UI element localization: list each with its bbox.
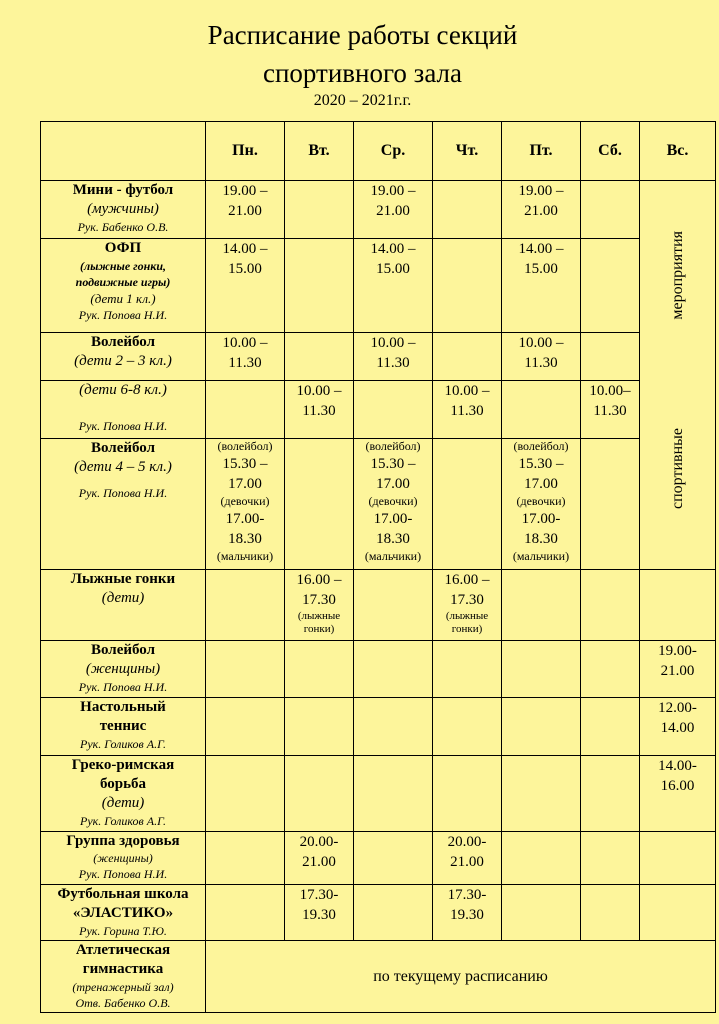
- time-text: 21.00: [228, 203, 262, 219]
- time-cell: [285, 570, 354, 641]
- time-cell: [285, 832, 354, 885]
- empty-cell: [581, 570, 640, 641]
- section-name: Лыжные гонки: [70, 571, 176, 587]
- time-text: 11.30: [228, 355, 262, 371]
- empty-cell: [640, 570, 716, 641]
- empty-cell: [285, 181, 354, 239]
- table-row: [41, 381, 716, 439]
- empty-cell: [285, 698, 354, 756]
- section-sub: (тренажерный зал): [72, 980, 174, 994]
- time-text: 10.00 –: [222, 335, 268, 351]
- empty-cell: [502, 832, 581, 885]
- time-text: 15.00: [524, 261, 558, 277]
- section-cell: [41, 756, 206, 832]
- time-text: 14.00-: [658, 758, 697, 774]
- section-sub: (женщины): [93, 851, 153, 865]
- empty-cell: [581, 756, 640, 832]
- time-cell: [433, 832, 502, 885]
- time-cell: [354, 333, 433, 381]
- section-name: Волейбол: [90, 642, 156, 658]
- section-sub: (дети): [101, 795, 145, 811]
- empty-cell: [581, 885, 640, 941]
- time-text: 18.30: [524, 531, 558, 547]
- section-name: Настольный: [80, 699, 166, 715]
- section-leader: Рук. Голиков А.Г.: [79, 814, 167, 828]
- section-name: «ЭЛАСТИКО»: [72, 905, 174, 921]
- section-sub: (мужчины): [87, 201, 159, 217]
- empty-cell: [502, 756, 581, 832]
- time-text: 19.00 –: [518, 183, 564, 199]
- section-sub: (дети 4 – 5 кл.): [74, 459, 172, 475]
- time-text: 17.00-: [521, 511, 561, 527]
- header-wed: Ср.: [354, 122, 433, 181]
- empty-cell: [354, 381, 433, 439]
- time-note: (мальчики): [512, 549, 570, 563]
- schedule-table: [40, 121, 716, 1013]
- section-sub: (дети 2 – 3 кл.): [74, 353, 172, 369]
- time-note: гонки): [303, 623, 335, 635]
- empty-cell: [206, 832, 285, 885]
- section-name: Волейбол: [90, 334, 156, 350]
- section-cell: [41, 885, 206, 941]
- section-cell: [41, 333, 206, 381]
- time-text: 15.30 –: [518, 456, 564, 472]
- time-text: 17.00: [524, 476, 558, 492]
- time-cell: [354, 181, 433, 239]
- time-text: 19.30: [450, 907, 484, 923]
- empty-cell: [206, 698, 285, 756]
- table-row: [41, 439, 716, 570]
- time-cell: [433, 381, 502, 439]
- time-text: 19.00 –: [370, 183, 416, 199]
- header-sat: Сб.: [581, 122, 640, 181]
- time-text: 20.00-: [299, 834, 339, 850]
- section-name: Футбольная школа: [57, 886, 189, 902]
- section-cell: [41, 381, 206, 439]
- empty-cell: [640, 832, 716, 885]
- section-name: Греко-римская: [71, 757, 175, 773]
- time-text: 17.30-: [447, 887, 487, 903]
- section-leader: Отв. Бабенко О.В.: [75, 996, 171, 1010]
- time-text: 16.00 –: [444, 572, 490, 588]
- empty-cell: [581, 181, 640, 239]
- empty-cell: [354, 832, 433, 885]
- table-row: [41, 333, 716, 381]
- time-text: 15.00: [228, 261, 262, 277]
- empty-cell: [354, 641, 433, 698]
- time-text: 15.30 –: [370, 456, 416, 472]
- empty-cell: [433, 181, 502, 239]
- time-cell: [285, 885, 354, 941]
- header-row: [41, 122, 716, 181]
- empty-cell: [581, 333, 640, 381]
- section-cell: [41, 832, 206, 885]
- empty-cell: [502, 698, 581, 756]
- empty-cell: [354, 698, 433, 756]
- section-name: Атлетическая: [75, 942, 171, 958]
- section-sub: (дети 1 кл.): [90, 291, 156, 306]
- time-cell: [206, 333, 285, 381]
- empty-cell: [354, 885, 433, 941]
- time-text: 10.00–: [589, 383, 631, 399]
- table-row: [41, 181, 716, 239]
- empty-cell: [502, 570, 581, 641]
- empty-cell: [502, 885, 581, 941]
- section-leader: Рук. Попова Н.И.: [78, 419, 168, 433]
- table-row: [41, 756, 716, 832]
- time-text: 10.00 –: [518, 335, 564, 351]
- section-name: теннис: [99, 718, 147, 734]
- time-text: 14.00: [660, 720, 695, 736]
- time-text: 21.00: [450, 854, 484, 870]
- section-leader: Рук. Попова Н.И.: [78, 680, 168, 694]
- empty-cell: [285, 641, 354, 698]
- time-cell: [433, 570, 502, 641]
- section-cell: [41, 698, 206, 756]
- time-text: 19.00 –: [222, 183, 268, 199]
- time-text: 11.30: [450, 403, 484, 419]
- section-cell: [41, 941, 206, 1013]
- time-cell: [640, 698, 716, 756]
- time-cell: [581, 381, 640, 439]
- empty-cell: [502, 641, 581, 698]
- time-note: (мальчики): [216, 549, 274, 563]
- section-sub: (женщины): [85, 661, 161, 677]
- header-tue: Вт.: [285, 122, 354, 181]
- time-cell: [354, 439, 433, 570]
- time-note: (девочки): [368, 494, 418, 508]
- time-cell: [285, 381, 354, 439]
- time-cell: [502, 439, 581, 570]
- page-title-line1: Расписание работы секций: [207, 20, 518, 50]
- time-text: 15.00: [376, 261, 410, 277]
- empty-cell: [354, 756, 433, 832]
- empty-cell: [433, 698, 502, 756]
- header-corner: [41, 122, 206, 181]
- section-leader: Рук. Попова Н.И.: [78, 486, 168, 500]
- merged-schedule-cell: по текущему расписанию: [206, 941, 716, 1013]
- table-row: [41, 641, 716, 698]
- table-row: [41, 941, 716, 1013]
- time-text: 17.30: [302, 592, 336, 608]
- time-text: 18.30: [376, 531, 410, 547]
- empty-cell: [433, 439, 502, 570]
- header-mon: Пн.: [206, 122, 285, 181]
- section-cell: [41, 570, 206, 641]
- time-text: 10.00 –: [370, 335, 416, 351]
- time-cell: [640, 641, 716, 698]
- empty-cell: [433, 641, 502, 698]
- empty-cell: [206, 641, 285, 698]
- empty-cell: [285, 756, 354, 832]
- time-text: 10.00 –: [296, 383, 342, 399]
- section-leader: Рук. Бабенко О.В.: [77, 220, 169, 234]
- empty-cell: [354, 570, 433, 641]
- section-cell: [41, 439, 206, 570]
- empty-cell: [206, 885, 285, 941]
- empty-cell: [285, 333, 354, 381]
- sunday-merged-cell: [640, 181, 716, 570]
- time-text: 11.30: [593, 403, 627, 419]
- header-thu: Чт.: [433, 122, 502, 181]
- empty-cell: [581, 439, 640, 570]
- header-fri: Пт.: [502, 122, 581, 181]
- time-text: 19.30: [302, 907, 336, 923]
- section-sub: (лыжные гонки,: [79, 259, 167, 273]
- time-note: (волейбол): [513, 439, 569, 453]
- time-text: 19.00-: [658, 643, 697, 659]
- section-cell: [41, 181, 206, 239]
- time-note: (девочки): [220, 494, 270, 508]
- time-note: (волейбол): [365, 439, 421, 453]
- time-text: 11.30: [524, 355, 558, 371]
- time-cell: [502, 239, 581, 333]
- section-name: борьба: [99, 776, 147, 792]
- section-leader: Рук. Голиков А.Г.: [79, 737, 167, 751]
- time-text: 12.00-: [658, 700, 697, 716]
- section-cell: [41, 239, 206, 333]
- time-text: 21.00: [660, 663, 695, 679]
- table-row: [41, 698, 716, 756]
- time-text: 17.00-: [373, 511, 413, 527]
- table-row: [41, 570, 716, 641]
- time-text: 21.00: [376, 203, 410, 219]
- time-cell: [502, 333, 581, 381]
- time-cell: [206, 239, 285, 333]
- time-text: 14.00 –: [518, 241, 564, 257]
- page-title-line2: спортивного зала: [262, 58, 463, 88]
- time-cell: [433, 885, 502, 941]
- time-text: 16.00 –: [296, 572, 342, 588]
- table-row: [41, 239, 716, 333]
- time-note: (лыжные: [445, 610, 489, 622]
- time-text: 17.30: [450, 592, 484, 608]
- empty-cell: [581, 641, 640, 698]
- empty-cell: [206, 381, 285, 439]
- empty-cell: [581, 698, 640, 756]
- empty-cell: [581, 239, 640, 333]
- header-sun: Вс.: [640, 122, 716, 181]
- time-text: 15.30 –: [222, 456, 268, 472]
- empty-cell: [581, 832, 640, 885]
- section-name: ОФП: [104, 240, 142, 256]
- time-cell: [206, 439, 285, 570]
- time-text: 16.00: [660, 778, 695, 794]
- time-note: (девочки): [516, 494, 566, 508]
- time-text: 14.00 –: [370, 241, 416, 257]
- empty-cell: [433, 239, 502, 333]
- section-leader: Рук. Попова Н.И.: [78, 308, 168, 322]
- time-note: гонки): [451, 623, 483, 635]
- section-name: Группа здоровья: [66, 833, 180, 849]
- time-text: 20.00-: [447, 834, 487, 850]
- section-sub: подвижные игры): [75, 275, 171, 289]
- empty-cell: [640, 885, 716, 941]
- empty-cell: [433, 756, 502, 832]
- sunday-vertical-bottom: спортивные: [668, 428, 686, 509]
- time-text: 17.00: [228, 476, 262, 492]
- empty-cell: [502, 381, 581, 439]
- time-note: (лыжные: [297, 610, 341, 622]
- empty-cell: [285, 439, 354, 570]
- time-text: 11.30: [302, 403, 336, 419]
- time-note: (мальчики): [364, 549, 422, 563]
- empty-cell: [433, 333, 502, 381]
- table-row: [41, 832, 716, 885]
- time-text: 10.00 –: [444, 383, 490, 399]
- section-name: Волейбол: [90, 440, 156, 456]
- time-text: 17.00-: [225, 511, 265, 527]
- section-sub: (дети 6-8 кл.): [79, 382, 167, 398]
- time-text: 14.00 –: [222, 241, 268, 257]
- time-cell: [206, 181, 285, 239]
- time-text: 18.30: [228, 531, 262, 547]
- time-text: 17.00: [376, 476, 410, 492]
- time-text: 21.00: [302, 854, 336, 870]
- empty-cell: [206, 756, 285, 832]
- time-note: (волейбол): [217, 439, 273, 453]
- section-name: гимнастика: [82, 961, 164, 977]
- sunday-vertical-top: мероприятия: [668, 231, 686, 320]
- time-text: 11.30: [376, 355, 410, 371]
- years-subtitle: 2020 – 2021г.г.: [313, 92, 412, 109]
- time-cell: [502, 181, 581, 239]
- time-text: 21.00: [524, 203, 558, 219]
- time-cell: [354, 239, 433, 333]
- table-row: [41, 885, 716, 941]
- section-cell: [41, 641, 206, 698]
- section-name: Мини - футбол: [72, 182, 174, 198]
- time-text: 17.30-: [299, 887, 339, 903]
- time-cell: [640, 756, 716, 832]
- empty-cell: [206, 570, 285, 641]
- section-leader: Рук. Горина Т.Ю.: [79, 924, 167, 938]
- section-leader: Рук. Попова Н.И.: [78, 867, 168, 881]
- section-sub: (дети): [101, 590, 145, 606]
- empty-cell: [285, 239, 354, 333]
